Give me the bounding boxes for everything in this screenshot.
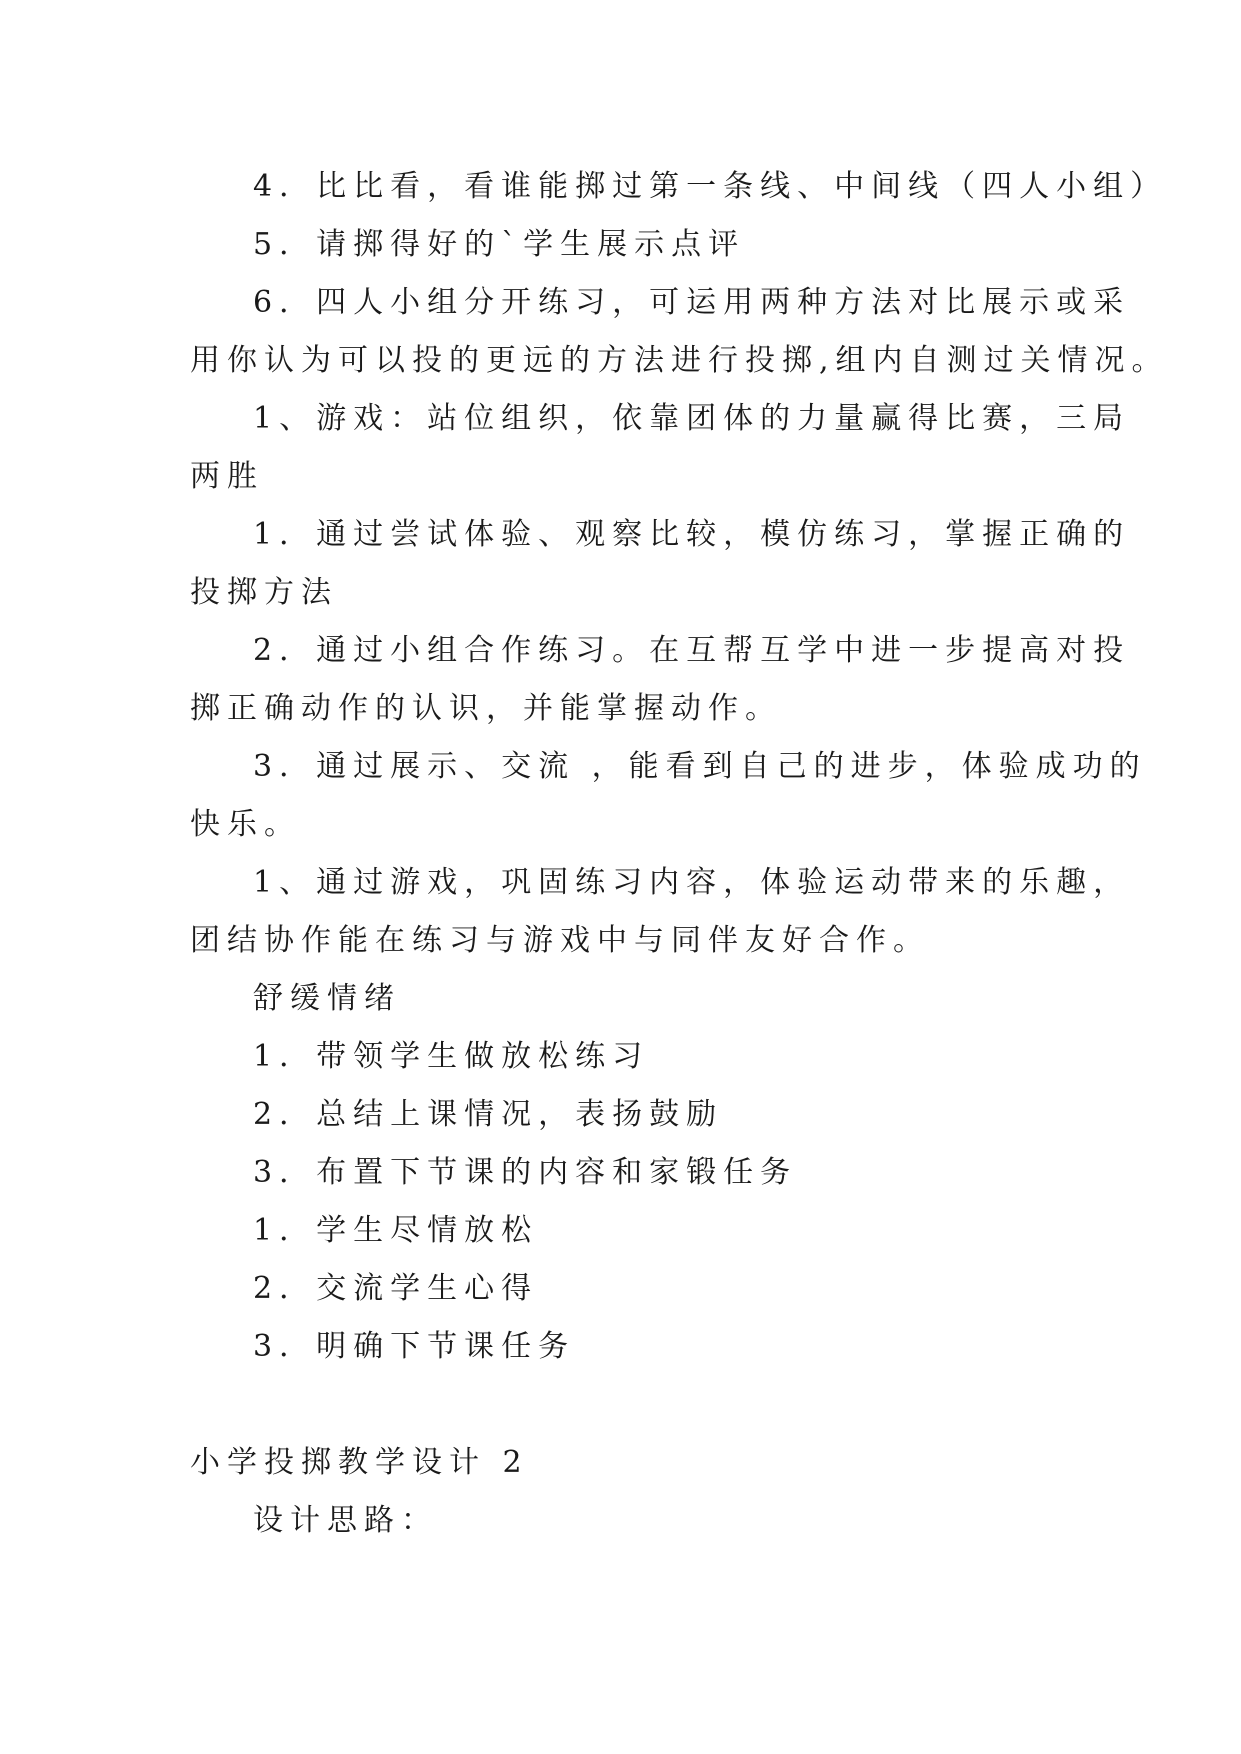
paragraph-line: 快乐。 — [190, 807, 301, 842]
paragraph-teacher-2: 2．总结上课情况，表扬鼓励 — [253, 1097, 724, 1132]
paragraph-game — [190, 390, 1131, 506]
paragraph-step-5: 5．请掷得好的`学生展示点评 — [253, 227, 746, 262]
paragraph-teacher-3: 3．布置下节课的内容和家锻任务 — [253, 1155, 798, 1190]
paragraph-step-6 — [190, 274, 1169, 390]
paragraph-line: 3．通过展示、交流 ，能看到自己的进步，体验成功的 — [253, 749, 1147, 784]
paragraph-student-1: 1．学生尽情放松 — [253, 1213, 539, 1248]
paragraph-game-goal — [190, 854, 1131, 970]
paragraph-line: 掷正确动作的认识，并能掌握动作。 — [190, 691, 782, 726]
paragraph-goal-2 — [190, 622, 1131, 738]
paragraph-line: 6．四人小组分开练习，可运用两种方法对比展示或采 — [253, 285, 1131, 320]
paragraph-goal-3 — [190, 738, 1147, 854]
paragraph-line: 两胜 — [190, 459, 264, 494]
paragraph-relax-heading: 舒缓情绪 — [253, 981, 401, 1016]
section-subtitle: 设计思路： — [253, 1503, 438, 1538]
section-title: 小学投掷教学设计 2 — [190, 1445, 529, 1480]
paragraph-goal-1 — [190, 506, 1131, 622]
paragraph-teacher-1: 1．带领学生做放松练习 — [253, 1039, 650, 1074]
paragraph-line: 用你认为可以投的更远的方法进行投掷,组内自测过关情况。 — [190, 343, 1169, 378]
blank-line — [190, 1376, 1050, 1434]
paragraph-student-3: 3．明确下节课任务 — [253, 1329, 576, 1364]
paragraph-line: 2．通过小组合作练习。在互帮互学中进一步提高对投 — [253, 633, 1131, 668]
paragraph-line: 投掷方法 — [190, 575, 338, 610]
paragraph-line: 1、通过游戏，巩固练习内容，体验运动带来的乐趣， — [253, 865, 1131, 900]
paragraph-line: 团结协作能在练习与游戏中与同伴友好合作。 — [190, 923, 930, 958]
paragraph-line: 1、游戏：站位组织，依靠团体的力量赢得比赛，三局 — [253, 401, 1131, 436]
document-body — [190, 158, 1169, 1550]
paragraph-student-2: 2．交流学生心得 — [253, 1271, 539, 1306]
paragraph-line: 1．通过尝试体验、观察比较，模仿练习，掌握正确的 — [253, 517, 1131, 552]
paragraph-step-4: 4．比比看，看谁能掷过第一条线、中间线（四人小组） — [253, 169, 1168, 204]
